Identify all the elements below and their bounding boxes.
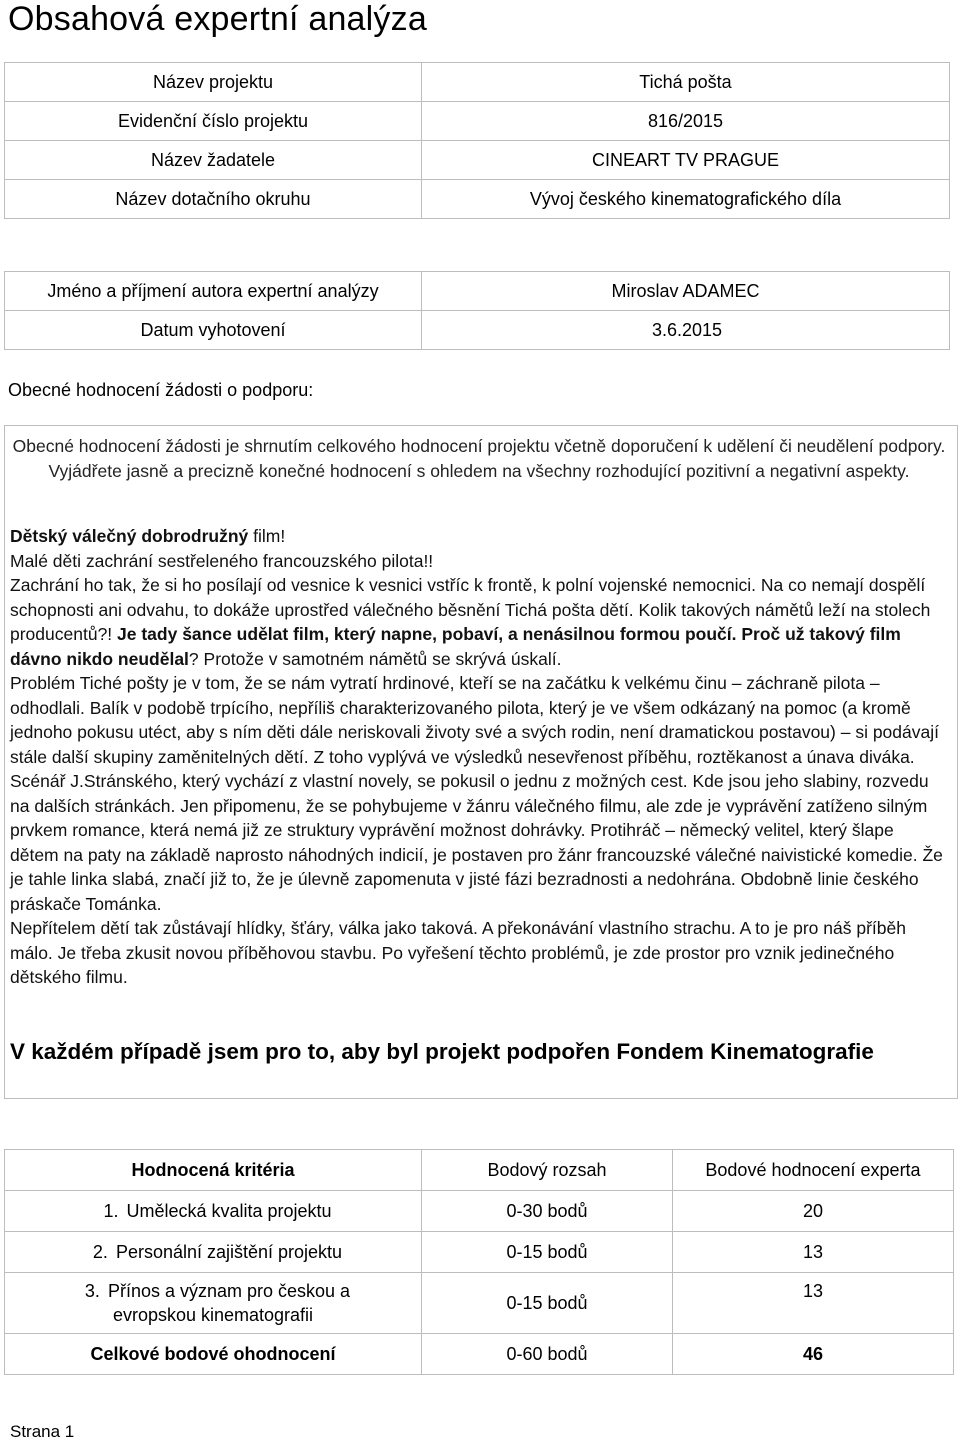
applicant-value: CINEART TV PRAGUE bbox=[422, 141, 950, 180]
date-value: 3.6.2015 bbox=[422, 311, 950, 350]
paragraph: Nepřítelem dětí tak zůstávají hlídky, šťáry, válka jako taková. A překonávání vlastního strachu. A to je pro náš příběh málo. Je třeba zkusit novou příběhovou stavbu. Po vyřešení těchto problémů, je zde prostor pro vznik jedinečného dětského filmu. bbox=[10, 918, 906, 987]
criterion-score: 13 bbox=[673, 1232, 954, 1273]
criterion-score: 13 bbox=[673, 1273, 954, 1334]
grant-area-value: Vývoj českého kinematografického díla bbox=[422, 180, 950, 219]
criterion-number: 3. bbox=[84, 1281, 100, 1301]
table-row bbox=[5, 141, 950, 180]
project-number-value: 816/2015 bbox=[422, 102, 950, 141]
bold-text: Je tady šance udělat film, který napne, pobaví, a nenásilnou formou poučí. Proč už takový film dávno nikdo neudělal bbox=[10, 624, 901, 669]
table-row bbox=[5, 1232, 954, 1273]
total-label: Celkové bodové ohodnocení bbox=[5, 1334, 422, 1375]
evaluation-heading: Obecné hodnocení žádosti o podporu: bbox=[8, 380, 314, 400]
criterion-label: Personální zajištění projektu bbox=[115, 1241, 343, 1262]
text: ? Protože v samotném námětů se skrývá úskalí. bbox=[188, 648, 562, 669]
table-row bbox=[5, 311, 950, 350]
table-row bbox=[5, 102, 950, 141]
page-footer: Strana 1 bbox=[10, 1422, 75, 1441]
criterion-number: 2. bbox=[92, 1241, 108, 1262]
criterion-range: 0-30 bodů bbox=[422, 1191, 673, 1232]
applicant-label: Název žadatele bbox=[5, 141, 422, 180]
paragraph: Problém Tiché pošty je v tom, že se nám vytratí hrdinové, kteří se na začátku k velkému činu – záchraně pilota – odhodlali. Balík v podobě trpícího, nepříliš charakterizovaného pilota, který je ve všem odkázaný na pomoc (a kromě jednoho pokusu utéct, aby s ním děti dále neriskovali životy své a svých rodin, není dramatickou postavou) – si podávají stále další skupiny zaměnitelných dětí. Z toho vyplývá ve výsledků nesevřenost příběhu, roztěkanost a únava diváka. bbox=[10, 673, 939, 767]
criterion-score: 20 bbox=[673, 1191, 954, 1232]
grant-area-label: Název dotačního okruhu bbox=[5, 180, 422, 219]
evaluation-intro: Obecné hodnocení žádosti je shrnutím celkového hodnocení projektu včetně doporučení k udělení či neudělení podpory. Vyjádřete jasně a precizně konečné hodnocení s ohledem na všechny rozhodující pozitivní a negativní aspekty. bbox=[12, 436, 946, 481]
date-label: Datum vyhotovení bbox=[5, 311, 422, 350]
criterion-number: 1. bbox=[103, 1200, 119, 1221]
page-title: Obsahová expertní analýza bbox=[8, 0, 427, 38]
evaluation-text bbox=[10, 524, 945, 990]
table-row bbox=[5, 180, 950, 219]
table-row bbox=[5, 63, 950, 102]
header-criteria: Hodnocená kritéria bbox=[5, 1150, 422, 1191]
text: film! bbox=[248, 526, 286, 546]
paragraph bbox=[10, 524, 945, 549]
total-score: 46 bbox=[673, 1334, 954, 1375]
table-total-row bbox=[5, 1334, 954, 1375]
header-score: Bodové hodnocení experta bbox=[673, 1150, 954, 1191]
project-name-value: Tichá pošta bbox=[422, 63, 950, 102]
conclusion: V každém případě jsem pro to, aby byl projekt podpořen Fondem Kinematografie bbox=[10, 1039, 874, 1064]
paragraph: Malé děti zachrání sestřeleného francouzského pilota!! bbox=[10, 550, 434, 571]
criteria-table bbox=[4, 1149, 954, 1375]
text: Zachrání ho tak, že si ho posílají od vesnice k vesnici vstříc k frontě, k polní vojenské nemocnici. Na co nemají dospělí schopnosti ani odvahu, to dokáže uprostřed válečného běsnění Tichá pošta dětí. Kolik takových námětů leží na stolech producentů?! bbox=[10, 575, 931, 644]
table-row bbox=[5, 1191, 954, 1232]
project-info-table bbox=[4, 62, 950, 219]
expert-name-value: Miroslav ADAMEC bbox=[422, 272, 950, 311]
table-header-row bbox=[5, 1150, 954, 1191]
criterion-range: 0-15 bodů bbox=[422, 1273, 673, 1334]
header-range: Bodový rozsah bbox=[422, 1150, 673, 1191]
table-row bbox=[5, 1273, 954, 1334]
paragraph bbox=[10, 573, 945, 671]
expert-info-table bbox=[4, 271, 950, 350]
expert-name-label: Jméno a příjmení autora expertní analýzy bbox=[5, 272, 422, 311]
criterion-name bbox=[5, 1273, 422, 1334]
project-number-label: Evidenční číslo projektu bbox=[5, 102, 422, 141]
criterion-name bbox=[5, 1191, 422, 1232]
criterion-label: Umělecká kvalita projektu bbox=[126, 1200, 332, 1221]
total-range: 0-60 bodů bbox=[422, 1334, 673, 1375]
bold-text: Dětský válečný dobrodružný bbox=[10, 526, 249, 546]
criterion-label: Přínos a význam pro českou a evropskou kinematografii bbox=[107, 1281, 351, 1325]
table-row bbox=[5, 272, 950, 311]
paragraph: Scénář J.Stránského, který vychází z vlastní novely, se pokusil o jednu z možných cest. Kde jsou jeho slabiny, rozvedu na dalších stránkách. Jen připomenu, že se pohybujeme v žánru válečného filmu, ale zde je vyprávění zatíženo silným prvkem romance, která nemá již ze struktury vyprávění možnost dohrávky. Protihráč – německý velitel, který šlape dětem na paty na základě naprosto náhodných indicií, je postaven pro žánr francouzské válečné naivistické komedie. Že je tahle linka slabá, značí již to, že je úlevně zapomenuta v jisté fázi bezradnosti a nedohrána. Obdobně linie českého práskače Tománka. bbox=[10, 771, 943, 914]
criterion-range: 0-15 bodů bbox=[422, 1232, 673, 1273]
criterion-name bbox=[5, 1232, 422, 1273]
project-name-label: Název projektu bbox=[5, 63, 422, 102]
